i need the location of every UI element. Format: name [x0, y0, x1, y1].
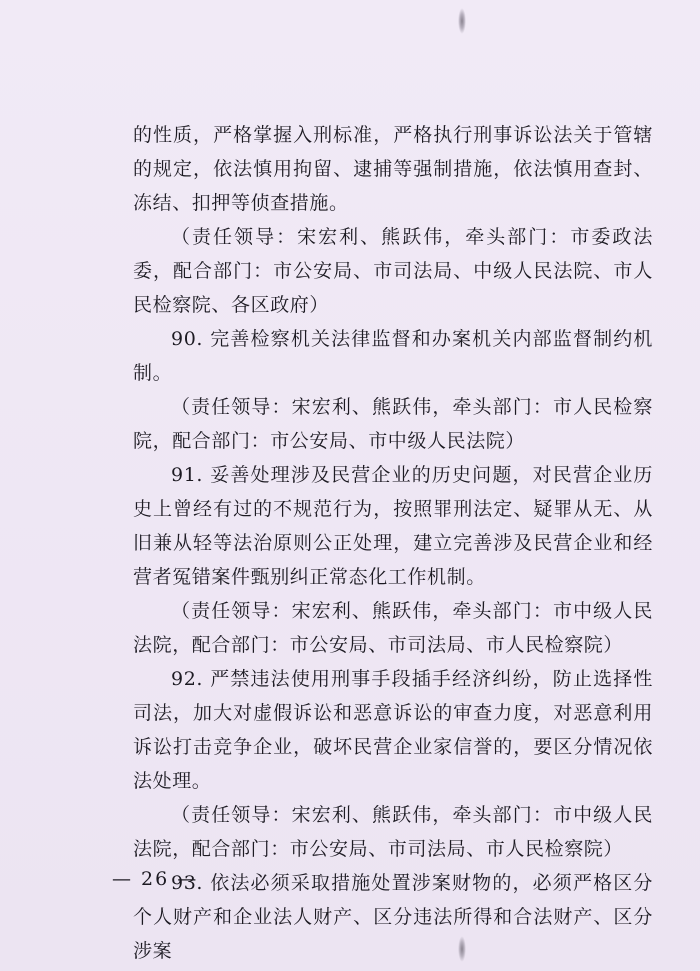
- responsibility-note-91: （责任领导：宋宏利、熊跃伟，牵头部门：市中级人民法院，配合部门：市公安局、市司法局、市人民检察院）: [133, 600, 653, 656]
- responsibility-note-89: （责任领导：宋宏利、熊跃伟，牵头部门：市委政法委，配合部门：市公安局、市司法局、中级人民法院、市人民检察院、各区政府）: [133, 226, 653, 316]
- document-body: [133, 118, 653, 968]
- item-92: 92. 严禁违法使用刑事手段插手经济纠纷，防止选择性司法，加大对虚假诉讼和恶意诉讼的审查力度，对恶意利用诉讼打击竞争企业，破坏民营企业家信誉的，要区分情况依法处理。: [133, 668, 653, 792]
- responsibility-note-90: （责任领导：宋宏利、熊跃伟，牵头部门：市人民检察院，配合部门：市公安局、市中级人民法院）: [133, 396, 653, 452]
- binding-hole-mark-top: [458, 8, 466, 34]
- item-91: 91. 妥善处理涉及民营企业的历史问题，对民营企业历史上曾经有过的不规范行为，按照罪刑法定、疑罪从无、从旧兼从轻等法治原则公正处理，建立完善涉及民营企业和经营者冤错案件甄别纠正常态化工作机制。: [133, 464, 653, 588]
- paragraph-continuation: 的性质，严格掌握入刑标准，严格执行刑事诉讼法关于管辖的规定，依法慎用拘留、逮捕等强制措施，依法慎用查封、冻结、扣押等侦查措施。: [133, 124, 653, 214]
- responsibility-note-92: （责任领导：宋宏利、熊跃伟，牵头部门：市中级人民法院，配合部门：市公安局、市司法局、市人民检察院）: [133, 804, 653, 860]
- item-90: 90. 完善检察机关法律监督和办案机关内部监督制约机制。: [133, 328, 653, 384]
- binding-hole-mark-bottom: [458, 936, 466, 962]
- item-93: 93. 依法必须采取措施处置涉案财物的，必须严格区分个人财产和企业法人财产、区分违法所得和合法财产、区分涉案: [133, 872, 653, 962]
- page-number: — 26 —: [112, 868, 199, 890]
